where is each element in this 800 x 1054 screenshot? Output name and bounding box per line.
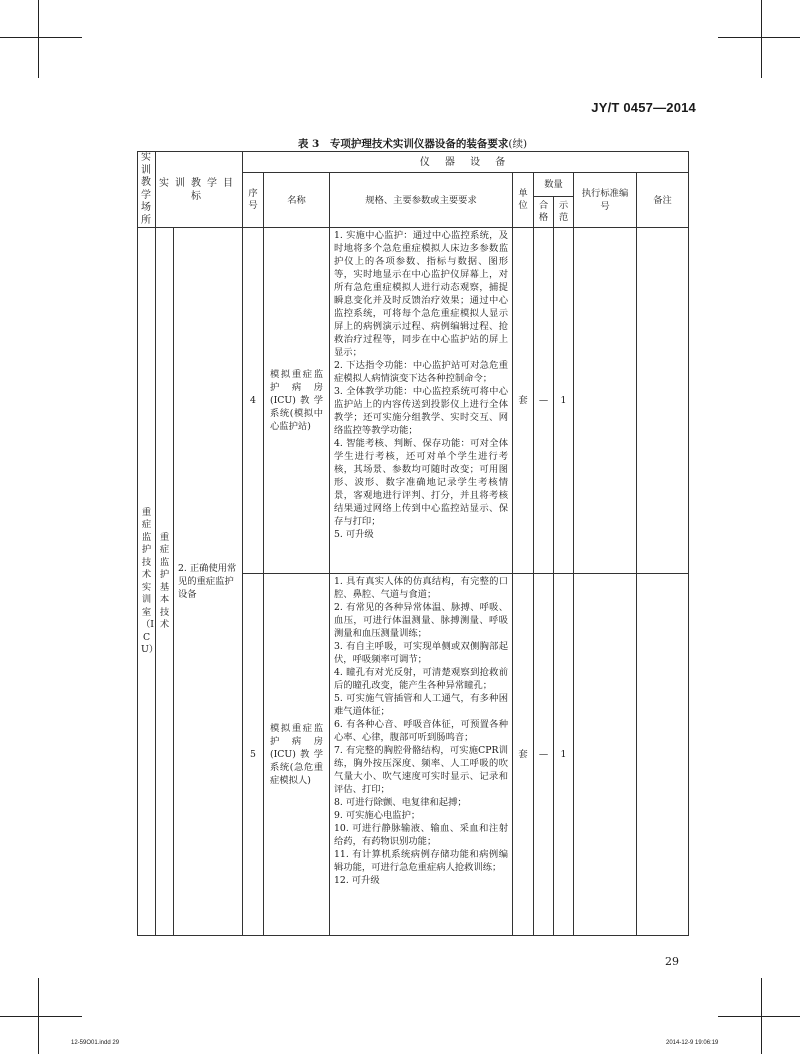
crop-mark [718, 1016, 800, 1017]
requirement-item: 4. 瞳孔有对光反射，可清楚观察到抢救前后的瞳孔改变，能产生各种异常瞳孔； [334, 667, 508, 691]
requirement-item: 5. 可升级 [334, 529, 374, 540]
requirement-item: 2. 有常见的各种异常体温、脉搏、呼吸、血压，可进行体温测量、脉搏测量、呼吸测量和血压测量训练； [334, 602, 508, 639]
table-row [138, 228, 689, 574]
header-remarks: 备注 [637, 173, 689, 228]
seq-cell: 5 [243, 574, 264, 936]
remarks-cell [637, 574, 689, 936]
requirement-item: 3. 全体教学功能：中心监控系统可将中心监护站上的内容传送到投影仪上进行全体教学；还可实施分组教学、实时交互、网络监控等教学功能； [334, 386, 508, 436]
unit-cell: 套 [513, 228, 534, 574]
unit-cell: 套 [513, 574, 534, 936]
crop-mark [0, 37, 82, 38]
header-demonstration: 示范 [554, 197, 574, 228]
remarks-cell [637, 228, 689, 574]
equipment-table [137, 151, 689, 936]
page-number: 29 [665, 955, 679, 968]
name-cell: 模拟重症监护病房(ICU)教学系统(急危重症模拟人) [264, 574, 330, 936]
name-cell: 模拟重症监护病房(ICU)教学系统(模拟中心监护站) [264, 228, 330, 574]
header-seq: 序号 [243, 173, 264, 228]
standard-cell [574, 574, 637, 936]
crop-mark [38, 0, 39, 78]
crop-mark [38, 978, 39, 1054]
standard-cell [574, 228, 637, 574]
qualified-cell: — [534, 574, 554, 936]
header-unit: 单位 [513, 173, 534, 228]
requirement-item: 3. 有自主呼吸，可实现单侧或双侧胸部起伏，呼吸频率可调节； [334, 641, 508, 665]
requirements-cell [330, 574, 513, 936]
header-equipment: 仪 器 设 备 [243, 152, 689, 173]
header-qualified: 合格 [534, 197, 554, 228]
crop-mark [761, 978, 762, 1054]
requirement-item: 6. 有各种心音、呼吸音体征，可预置各种心率、心律，腹部可听到肠鸣音； [334, 719, 508, 743]
crop-mark [761, 0, 762, 78]
requirement-item: 11. 有计算机系统病例存储功能和病例编辑功能，可进行急危重症病人抢救训练； [334, 849, 508, 873]
header-quantity: 数量 [534, 173, 574, 197]
header-spec: 规格、主要参数或主要要求 [330, 173, 513, 228]
requirement-item: 12. 可升级 [334, 875, 380, 886]
venue-cell: 重症监护技术实训室（ICU） [138, 228, 156, 936]
requirement-item: 4. 智能考核、判断、保存功能：可对全体学生进行考核，还可对单个学生进行考核，其场景、参数均可随时改变；可用图形、波形、数字准确地记录学生考核情景，客观地进行评判、打分，并且将考核结果通过网络上传到中心监控站显示、保存与打印； [334, 438, 508, 527]
requirement-item: 1. 具有真实人体的仿真结构，有完整的口腔、鼻腔、气道与食道； [334, 576, 508, 600]
print-timestamp: 2014-12-9 19:06:19 [666, 1040, 719, 1046]
crop-mark [718, 37, 800, 38]
table-caption [137, 136, 688, 151]
goal-cell: 2. 正确使用常见的重症监护设备 [174, 228, 243, 936]
header-name: 名称 [264, 173, 330, 228]
header-goal: 实训教学目标 [156, 152, 243, 228]
header-row [138, 152, 689, 173]
category-cell: 重症监护基本技术 [156, 228, 174, 936]
demo-cell: 1 [554, 228, 574, 574]
requirement-item: 2. 下达指令功能：中心监护站可对急危重症模拟人病情演变下达各种控制命令； [334, 360, 508, 384]
header-standard: 执行标准编号 [574, 173, 637, 228]
requirement-item: 1. 实施中心监护：通过中心监控系统，及时地将多个急危重症模拟人床边多参数监护仪上的各项参数、指标与数据、图形等，实时地显示在中心监护仪屏幕上，对所有急危重症模拟人进行动态观察，捕捉瞬息变化并及时反馈治疗效果；通过中心监控系统，可将每个急危重症模拟人显示屏上的病例演示过程、病例编辑过程、抢救治疗过程等，同步在中心监护站的屏上显示； [334, 230, 508, 358]
requirement-item: 10. 可进行静脉输液、输血、采血和注射给药，有药物识别功能； [334, 823, 508, 847]
caption-continued: (续) [508, 138, 528, 150]
demo-cell: 1 [554, 574, 574, 936]
print-file-info: 12-59O01.indd 29 [71, 1040, 120, 1046]
requirement-item: 7. 有完整的胸腔骨骼结构，可实施CPR训练，胸外按压深度、频率、人工呼吸的吹气量大小、吹气速度可实时显示、记录和评估、打印； [334, 745, 508, 795]
seq-cell: 4 [243, 228, 264, 574]
qualified-cell: — [534, 228, 554, 574]
requirement-item: 8. 可进行除颤、电复律和起搏； [334, 797, 467, 808]
caption-title: 表 3 专项护理技术实训仪器设备的装备要求 [297, 138, 509, 150]
standard-code: JY/T 0457—2014 [591, 100, 696, 115]
requirements-cell [330, 228, 513, 574]
requirement-item: 9. 可实施心电监护； [334, 810, 421, 821]
header-venue: 实训教学场所 [138, 152, 156, 228]
requirement-item: 5. 可实施气管插管和人工通气，有多种困难气道体征； [334, 693, 508, 717]
crop-mark [0, 1016, 82, 1017]
